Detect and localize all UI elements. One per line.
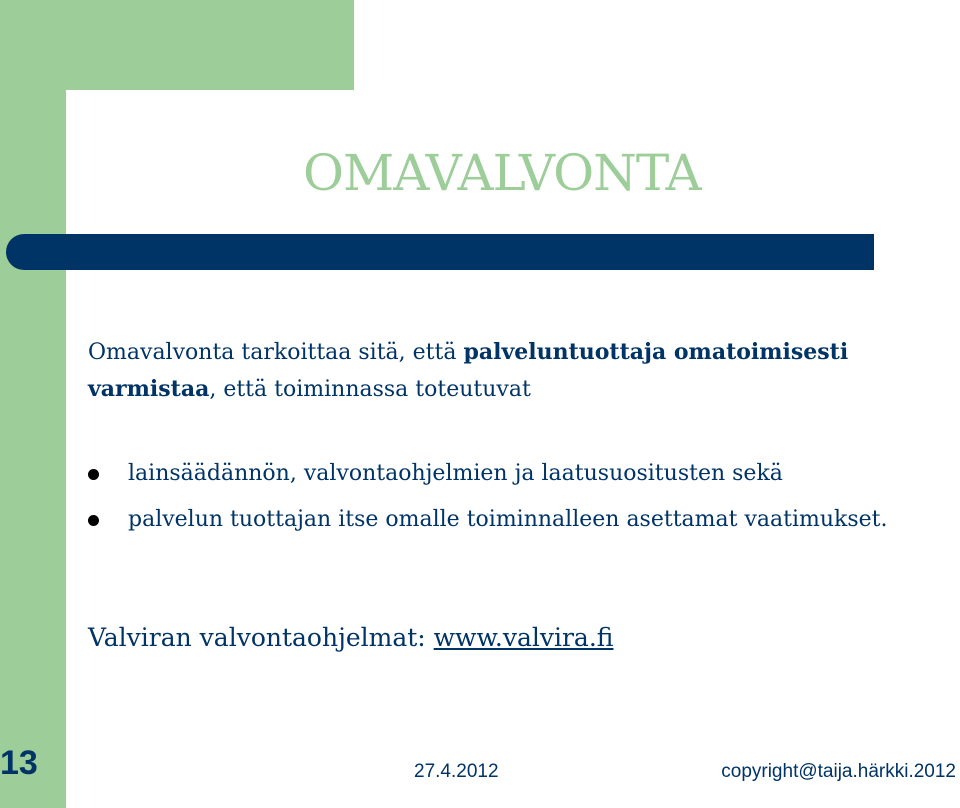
bullet-dot-icon <box>88 515 99 526</box>
intro-paragraph <box>88 334 928 408</box>
link-prefix: Valviran valvontaohjelmat: <box>88 623 434 652</box>
green-side-band <box>0 0 66 808</box>
valvira-link[interactable]: www.valvira.fi <box>433 623 614 652</box>
bullet-text: lainsäädännön, valvontaohjelmien ja laatusuositusten sekä <box>128 461 783 486</box>
footer-date: 27.4.2012 <box>414 761 499 782</box>
title-underline-bar <box>6 234 874 270</box>
bullet-list <box>88 456 960 548</box>
intro-text-start: Omavalvonta tarkoittaa sitä, että <box>88 340 464 365</box>
valvira-line <box>88 620 613 656</box>
green-top-band <box>0 0 354 90</box>
bullet-text: palvelun tuottajan itse omalle toiminnalleen asettamat vaatimukset. <box>128 507 888 532</box>
page-number: 13 <box>0 744 38 782</box>
intro-bold-text: palveluntuottaja omatoimisesti varmistaa <box>88 339 849 402</box>
slide-title: OMAVALVONTA <box>303 144 701 202</box>
intro-text-end: , että toiminnassa toteutuvat <box>209 377 531 402</box>
footer-copyright: copyright@taija.härkki.2012 <box>721 761 956 782</box>
bullet-dot-icon <box>88 469 99 480</box>
bullet-item <box>88 502 960 538</box>
bullet-item <box>88 456 960 492</box>
